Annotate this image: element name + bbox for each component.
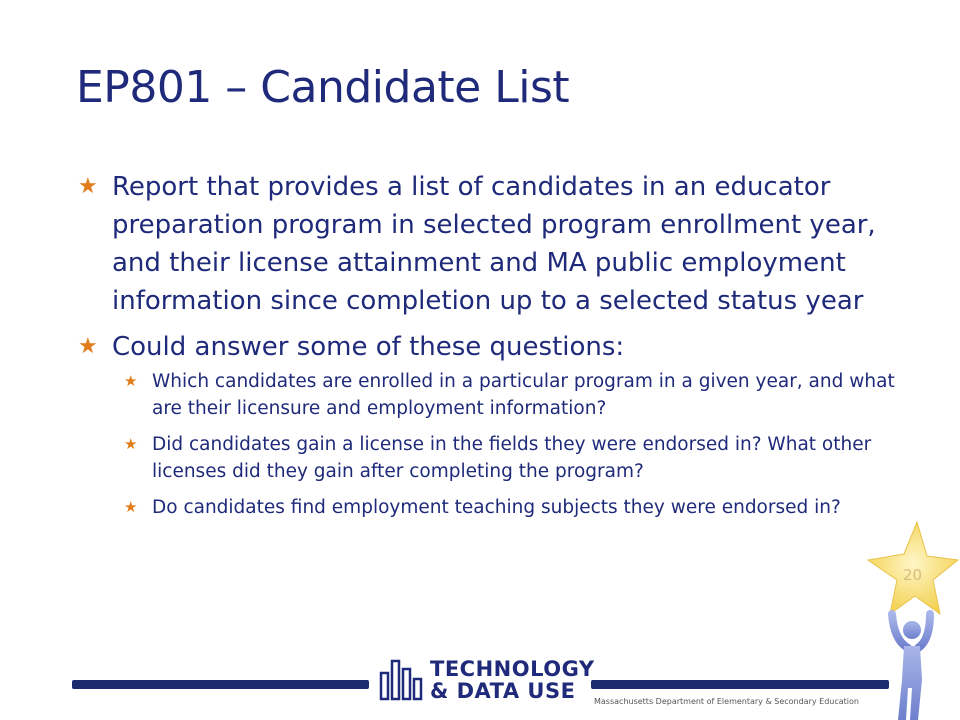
sub-bullet-item (76, 494, 906, 521)
bullet-item (76, 168, 906, 320)
bar-chart-logo-icon (378, 655, 426, 703)
footer-bar-right (591, 680, 889, 689)
person-figure-icon (860, 520, 960, 720)
sub-bullet-list (76, 368, 906, 521)
star-bullet-icon: ★ (124, 372, 138, 390)
star-bullet-icon: ★ (78, 174, 98, 199)
footer-bar-left (72, 680, 369, 689)
page-number: 20 (903, 566, 923, 584)
sub-bullet-item (76, 368, 906, 422)
bullet-list (76, 168, 906, 530)
technology-data-use-logo (378, 655, 595, 703)
star-bullet-icon: ★ (124, 498, 138, 516)
sub-bullet-text: Which candidates are enrolled in a particular program in a given year, and what are their licensure and employment information? (152, 371, 895, 419)
star-bullet-icon: ★ (78, 334, 98, 359)
slide-title: EP801 – Candidate List (76, 62, 570, 113)
logo-line1: TECHNOLOGY (430, 657, 595, 681)
sub-bullet-text: Do candidates find employment teaching subjects they were endorsed in? (152, 497, 841, 518)
sub-bullet-item (76, 431, 906, 485)
sub-bullet-text: Did candidates gain a license in the fields they were endorsed in? What other licenses did they gain after completing the program? (152, 434, 872, 482)
star-bullet-icon: ★ (124, 435, 138, 453)
bullet-text: Could answer some of these questions: (112, 332, 625, 362)
bullet-item (76, 328, 906, 521)
logo-line2: & DATA USE (430, 679, 576, 703)
bullet-text: Report that provides a list of candidates in an educator preparation program in selected program enrollment year, and their license attainment and MA public employment information since completion up to a selected status year (112, 172, 876, 316)
footer-org: Massachusetts Department of Elementary & Secondary Education (594, 697, 859, 706)
